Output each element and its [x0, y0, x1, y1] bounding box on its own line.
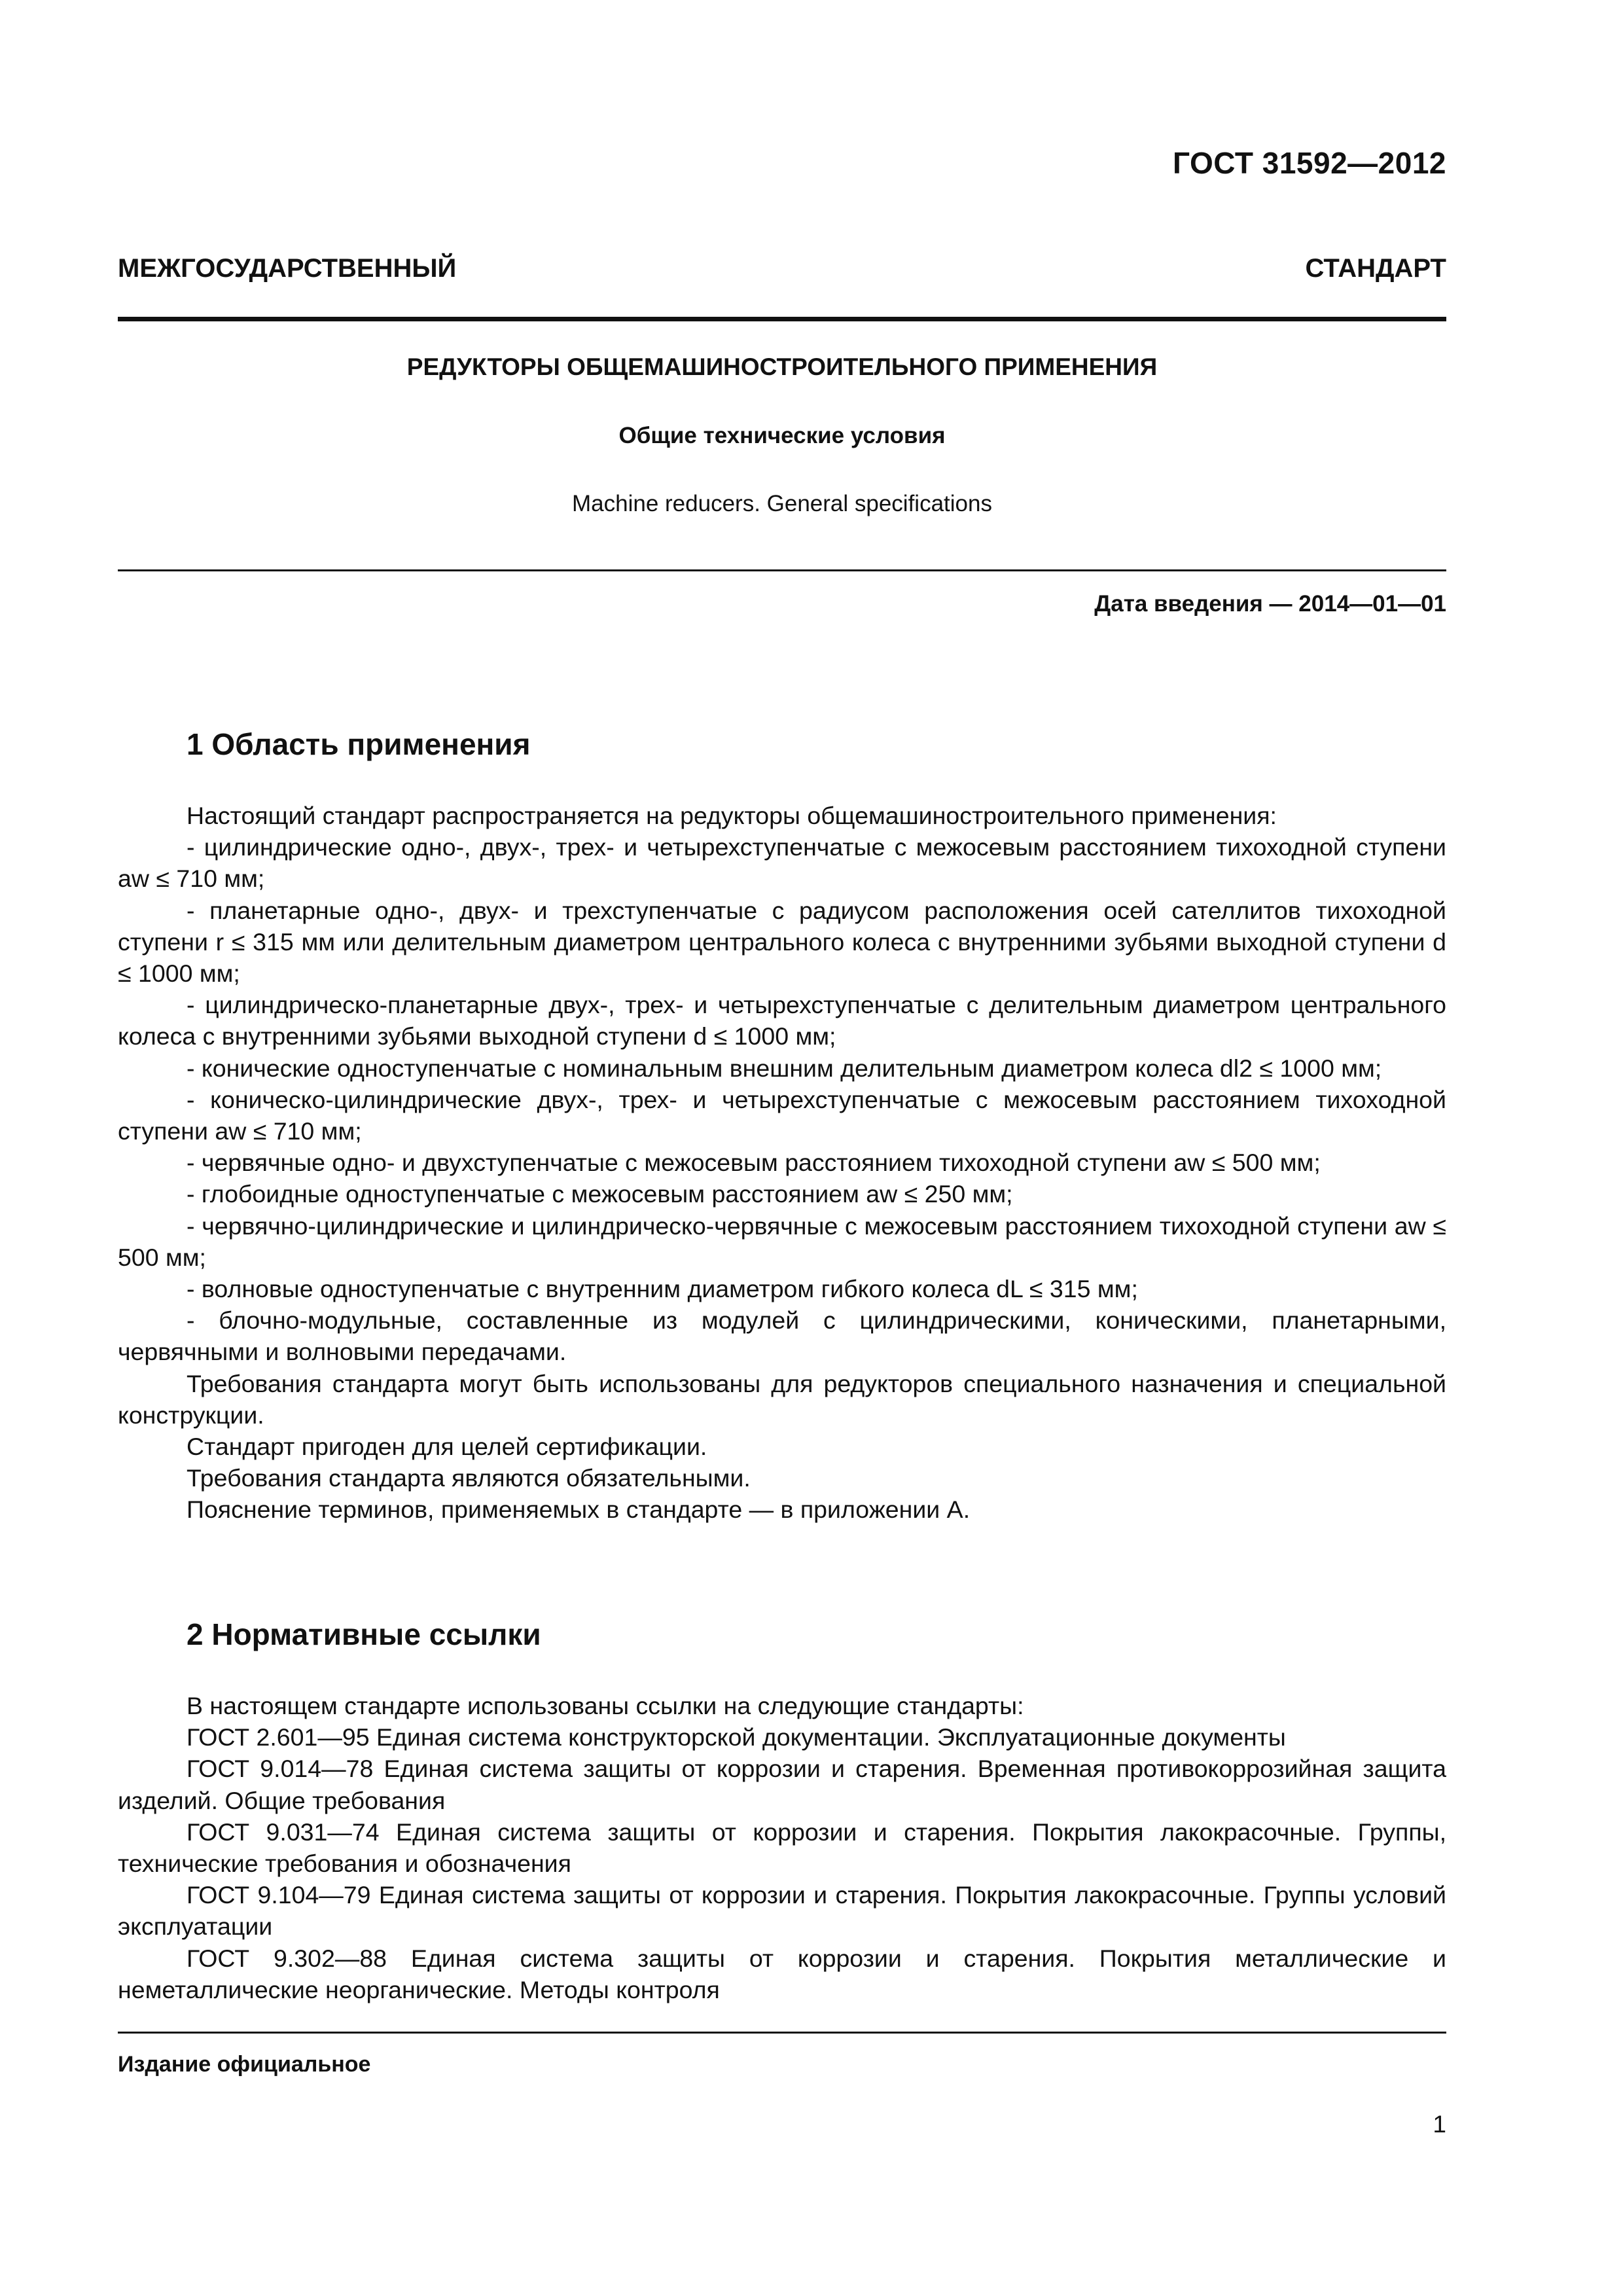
reference-item: ГОСТ 2.601—95 Единая система конструкторской документации. Эксплуатационные документы	[187, 1723, 1286, 1751]
document-number: ГОСТ 31592—2012	[1173, 146, 1446, 180]
footer-divider	[118, 2032, 1446, 2034]
list-item: - червячные одно- и двухступенчатые с межосевым расстоянием тихоходной ступени aw ≤ 500 мм;	[187, 1149, 1321, 1177]
document-title: РЕДУКТОРЫ ОБЩЕМАШИНОСТРОИТЕЛЬНОГО ПРИМЕНЕНИЯ	[406, 353, 1158, 380]
list-item: - цилиндрическо-планетарные двух-, трех- и четырехступенчатые с делительным диаметром центрального колеса с внутренними зубьями выходной ступени d ≤ 1000 мм;	[118, 991, 1446, 1050]
paragraph: Пояснение терминов, применяемых в стандарте — в приложении А.	[187, 1496, 971, 1524]
paragraph: Требования стандарта являются обязательными.	[187, 1464, 751, 1492]
page-number: 1	[1433, 2111, 1446, 2138]
english-title: Machine reducers. General specifications	[572, 491, 992, 516]
list-item: - блочно-модульные, составленные из модулей с цилиндрическими, коническими, планетарными, червячными и волновыми передачами.	[118, 1306, 1446, 1366]
paragraph: Требования стандарта могут быть использованы для редукторов специального назначения и специальной конструкции.	[118, 1369, 1446, 1429]
section-1-body	[118, 800, 1446, 1526]
document-subtitle: Общие технические условия	[618, 423, 946, 448]
list-item: - коническо-цилиндрические двух-, трех- и четырехступенчатые с межосевым расстоянием тихоходной ступени aw ≤ 710 мм;	[118, 1085, 1446, 1145]
paragraph: Стандарт пригоден для целей сертификации.	[187, 1433, 707, 1461]
title-divider	[118, 569, 1446, 571]
list-item: - цилиндрические одно-, двух-, трех- и четырехступенчатые с межосевым расстоянием тихоходной ступени aw ≤ 710 мм;	[118, 833, 1446, 893]
reference-item: ГОСТ 9.302—88 Единая система защиты от коррозии и старения. Покрытия металлические и неметаллические неорганические. Методы контроля	[118, 1944, 1446, 2003]
list-item: - конические одноступенчатые с номинальным внешним делительным диаметром колеса dl2 ≤ 1000 мм;	[187, 1054, 1382, 1082]
paragraph: В настоящем стандарте использованы ссылки на следующие стандарты:	[187, 1692, 1024, 1719]
list-item: - червячно-цилиндрические и цилиндрическо-червячные с межосевым расстоянием тихоходной ступени aw ≤ 500 мм;	[118, 1211, 1446, 1271]
header-divider	[118, 317, 1446, 321]
section-1-heading: 1 Область применения	[187, 727, 531, 761]
paragraph: Настоящий стандарт распространяется на редукторы общемашиностроительного применения:	[187, 802, 1277, 829]
section-2-body	[118, 1690, 1446, 2005]
reference-item: ГОСТ 9.031—74 Единая система защиты от коррозии и старения. Покрытия лакокрасочные. Группы, технические требования и обозначения	[118, 1818, 1446, 1878]
list-item: - глобоидные одноступенчатые с межосевым расстоянием aw ≤ 250 мм;	[187, 1180, 1013, 1208]
list-item: - планетарные одно-, двух- и трехступенчатые с радиусом расположения осей сателлитов тихоходной ступени r ≤ 315 мм или делительным диаметром центрального колеса с внутренними зубьями выходной ступени d ≤ 1000 мм;	[118, 896, 1446, 988]
reference-item: ГОСТ 9.014—78 Единая система защиты от коррозии и старения. Временная противокоррозийная защита изделий. Общие требования	[118, 1755, 1446, 1814]
section-2-heading: 2 Нормативные ссылки	[187, 1617, 541, 1651]
introduction-date: Дата введения — 2014—01—01	[1094, 591, 1446, 617]
standard-type-banner: МЕЖГОСУДАРСТВЕННЫЙ СТАНДАРТ	[118, 254, 1446, 283]
reference-item: ГОСТ 9.104—79 Единая система защиты от коррозии и старения. Покрытия лакокрасочные. Группы условий эксплуатации	[118, 1881, 1446, 1941]
list-item: - волновые одноступенчатые с внутренним диаметром гибкого колеса dL ≤ 315 мм;	[187, 1275, 1138, 1303]
edition-note: Издание официальное	[118, 2052, 371, 2077]
